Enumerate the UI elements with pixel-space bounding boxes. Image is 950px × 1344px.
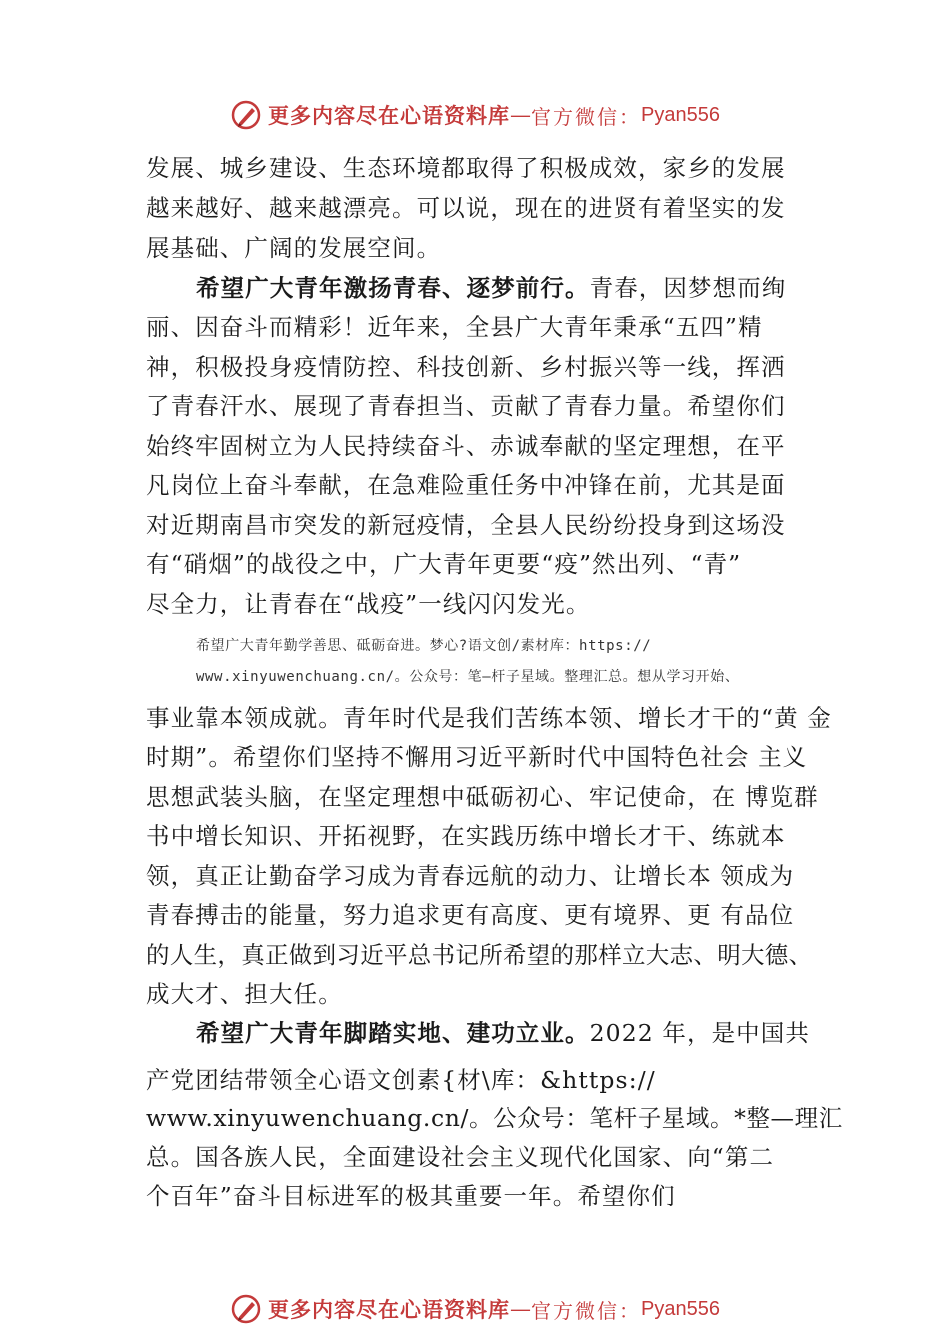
pen-logo-icon bbox=[230, 99, 262, 131]
body-line: 总。国各族人民，全面建设社会主义现代化国家、向“第二 bbox=[146, 1143, 775, 1171]
header-official-label: 官方微信： bbox=[531, 104, 642, 129]
body-line: 凡岗位上奋斗奉献，在急难险重任务中冲锋在前，尤其是面 bbox=[146, 471, 786, 499]
body-line: 的人生，真正做到习近平总书记所希望的那样立大志、明大德、 bbox=[146, 941, 813, 969]
body-line: 有“硝烟”的战役之中，广大青年更要“疫”然出列、“青” bbox=[146, 550, 742, 578]
small-watermark-line: 希望广大青年勤学善思、砥砺奋进。梦心?语文创/素材库：https:// bbox=[196, 638, 652, 654]
body-line: 思想武装头脑，在坚定理想中砥砺初心、牢记使命，在 博览群 bbox=[146, 783, 819, 811]
page-header bbox=[0, 95, 950, 135]
paragraph-first-line bbox=[196, 273, 786, 303]
pen-logo-icon bbox=[230, 1293, 262, 1325]
body-line: 对近期南昌市突发的新冠疫情，全县人民纷纷投身到这场没 bbox=[146, 511, 786, 539]
body-line: 尽全力，让青春在“战疫”一线闪闪发光。 bbox=[146, 590, 591, 618]
footer-wechat-id: Pyan556 bbox=[641, 1297, 720, 1320]
body-line: 神，积极投身疫情防控、科技创新、乡村振兴等一线，挥洒 bbox=[146, 353, 786, 381]
paragraph-first-line bbox=[196, 1018, 810, 1048]
body-line: 个百年”奋斗目标进军的极其重要一年。希望你们 bbox=[146, 1182, 676, 1210]
header-separator: — bbox=[510, 103, 532, 127]
body-line: 始终牢固树立为人民持续奋斗、赤诚奉献的坚定理想，在平 bbox=[146, 432, 786, 460]
small-watermark-line: www.xinyuwenchuang.cn/。公众号：笔—杆子星域。整理汇总。想从学习开始、 bbox=[196, 669, 740, 685]
page-footer bbox=[0, 1289, 950, 1329]
footer-official-label: 官方微信： bbox=[531, 1298, 642, 1323]
body-line-rest: 青春，因梦想而绚 bbox=[589, 274, 787, 302]
body-line: 展基础、广阔的发展空间。 bbox=[146, 234, 442, 262]
body-line: 事业靠本领成就。青年时代是我们苦练本领、增长才干的“黄 金 bbox=[146, 704, 832, 732]
footer-separator: — bbox=[510, 1297, 532, 1321]
paragraph-heading: 希望广大青年脚踏实地、建功立业。 bbox=[196, 1019, 590, 1047]
body-line: 产党团结带领全心语文创素{材\库：&https:// bbox=[146, 1066, 656, 1094]
body-line: 发展、城乡建设、生态环境都取得了积极成效，家乡的发展 bbox=[146, 154, 786, 182]
body-line: 书中增长知识、开拓视野，在实践历练中增长才干、练就本 bbox=[146, 822, 786, 850]
paragraph-heading: 希望广大青年激扬青春、逐梦前行。 bbox=[196, 274, 590, 302]
body-line-rest: 2022 年，是中国共 bbox=[589, 1019, 810, 1047]
header-wechat-id: Pyan556 bbox=[641, 103, 720, 126]
body-line: www.xinyuwenchuang.cn/。公众号：笔杆子星域。*整—理汇 bbox=[146, 1104, 843, 1132]
header-brand: 更多内容尽在心语资料库 bbox=[268, 103, 511, 128]
body-line: 时期”。希望你们坚持不懈用习近平新时代中国特色社会 主义 bbox=[146, 743, 808, 771]
body-line: 越来越好、越来越漂亮。可以说，现在的进贤有着坚实的发 bbox=[146, 194, 786, 222]
body-line: 领，真正让勤奋学习成为青春远航的动力、让增长本 领成为 bbox=[146, 862, 795, 890]
body-line: 青春搏击的能量，努力追求更有高度、更有境界、更 有品位 bbox=[146, 901, 795, 929]
body-line: 丽、因奋斗而精彩！近年来，全县广大青年秉承“五四”精 bbox=[146, 313, 763, 341]
body-line: 了青春汗水、展现了青春担当、贡献了青春力量。希望你们 bbox=[146, 392, 786, 420]
footer-brand: 更多内容尽在心语资料库 bbox=[268, 1297, 511, 1322]
body-line: 成大才、担大任。 bbox=[146, 980, 343, 1008]
